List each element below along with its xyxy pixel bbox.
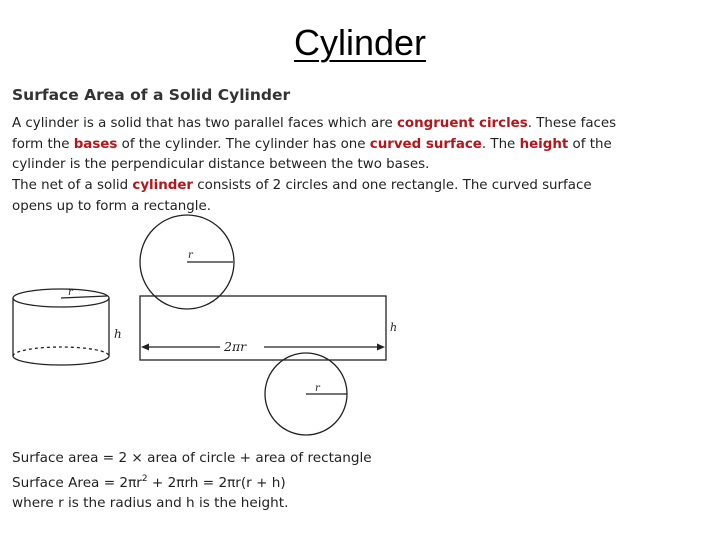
- text-span: The net of a solid: [12, 178, 133, 193]
- net-line-1: [12, 176, 716, 197]
- surface-area-formulas: [12, 448, 372, 514]
- cylinder-figure: [13, 289, 109, 365]
- net-bottom-circle-group: [265, 353, 347, 435]
- keyword-curved-surface: curved surface: [369, 136, 482, 152]
- definition-line-2: [12, 135, 716, 156]
- text-span: + 2πrh = 2πr(r + h): [147, 474, 286, 491]
- text-span: A cylinder is a solid that has two parallel faces which are: [12, 116, 397, 131]
- net-rectangle-group: [140, 296, 386, 360]
- cylinder-net-paragraph: [12, 176, 716, 217]
- definition-line-1: [12, 114, 716, 135]
- formula-line-3: where r is the radius and h is the height.: [12, 495, 289, 511]
- formula-line-2: [12, 469, 372, 494]
- cylinder-bottom-back-arc: [13, 347, 109, 356]
- text-span: . These faces: [527, 116, 617, 131]
- circumference-arrowhead-right: [377, 344, 385, 351]
- cylinder-definition-paragraph: [12, 114, 716, 176]
- text-span: of the cylinder. The cylinder has one: [117, 136, 370, 152]
- text-span: consists of 2 circles and one rectangle. The curved surface: [193, 178, 592, 193]
- superscript: 2: [141, 473, 148, 484]
- slide-title: Cylinder: [293, 22, 427, 63]
- circumference-label: 2πr: [224, 339, 247, 354]
- cylinder-radius-label: r: [68, 287, 73, 298]
- formula-line-1: Surface area = 2 × area of circle + area of rectangle: [12, 450, 372, 466]
- text-span: of the: [568, 136, 612, 152]
- text-span: . The: [481, 136, 520, 152]
- circumference-arrowhead-left: [141, 344, 149, 351]
- keyword-height: height: [519, 136, 569, 152]
- cylinder-net-diagram: [0, 224, 420, 434]
- net-top-radius-label: r: [188, 250, 193, 261]
- text-span: form the: [12, 136, 74, 152]
- keyword-bases: bases: [73, 136, 118, 152]
- definition-line-3: cylinder is the perpendicular distance between the two bases.: [12, 157, 430, 172]
- cylinder-height-label: h: [114, 327, 122, 341]
- keyword-cylinder: cylinder: [132, 178, 194, 193]
- cylinder-bottom-front-arc: [13, 356, 109, 365]
- net-bottom-radius-label: r: [315, 383, 320, 394]
- net-rectangle: [140, 296, 386, 360]
- net-top-circle-group: [140, 215, 234, 309]
- text-span: Surface Area = 2πr: [12, 474, 142, 491]
- section-title: Surface Area of a Solid Cylinder: [12, 86, 291, 104]
- net-line-2: opens up to form a rectangle.: [12, 198, 212, 214]
- net-height-label: h: [390, 321, 398, 334]
- keyword-congruent-circles: congruent circles: [396, 116, 528, 131]
